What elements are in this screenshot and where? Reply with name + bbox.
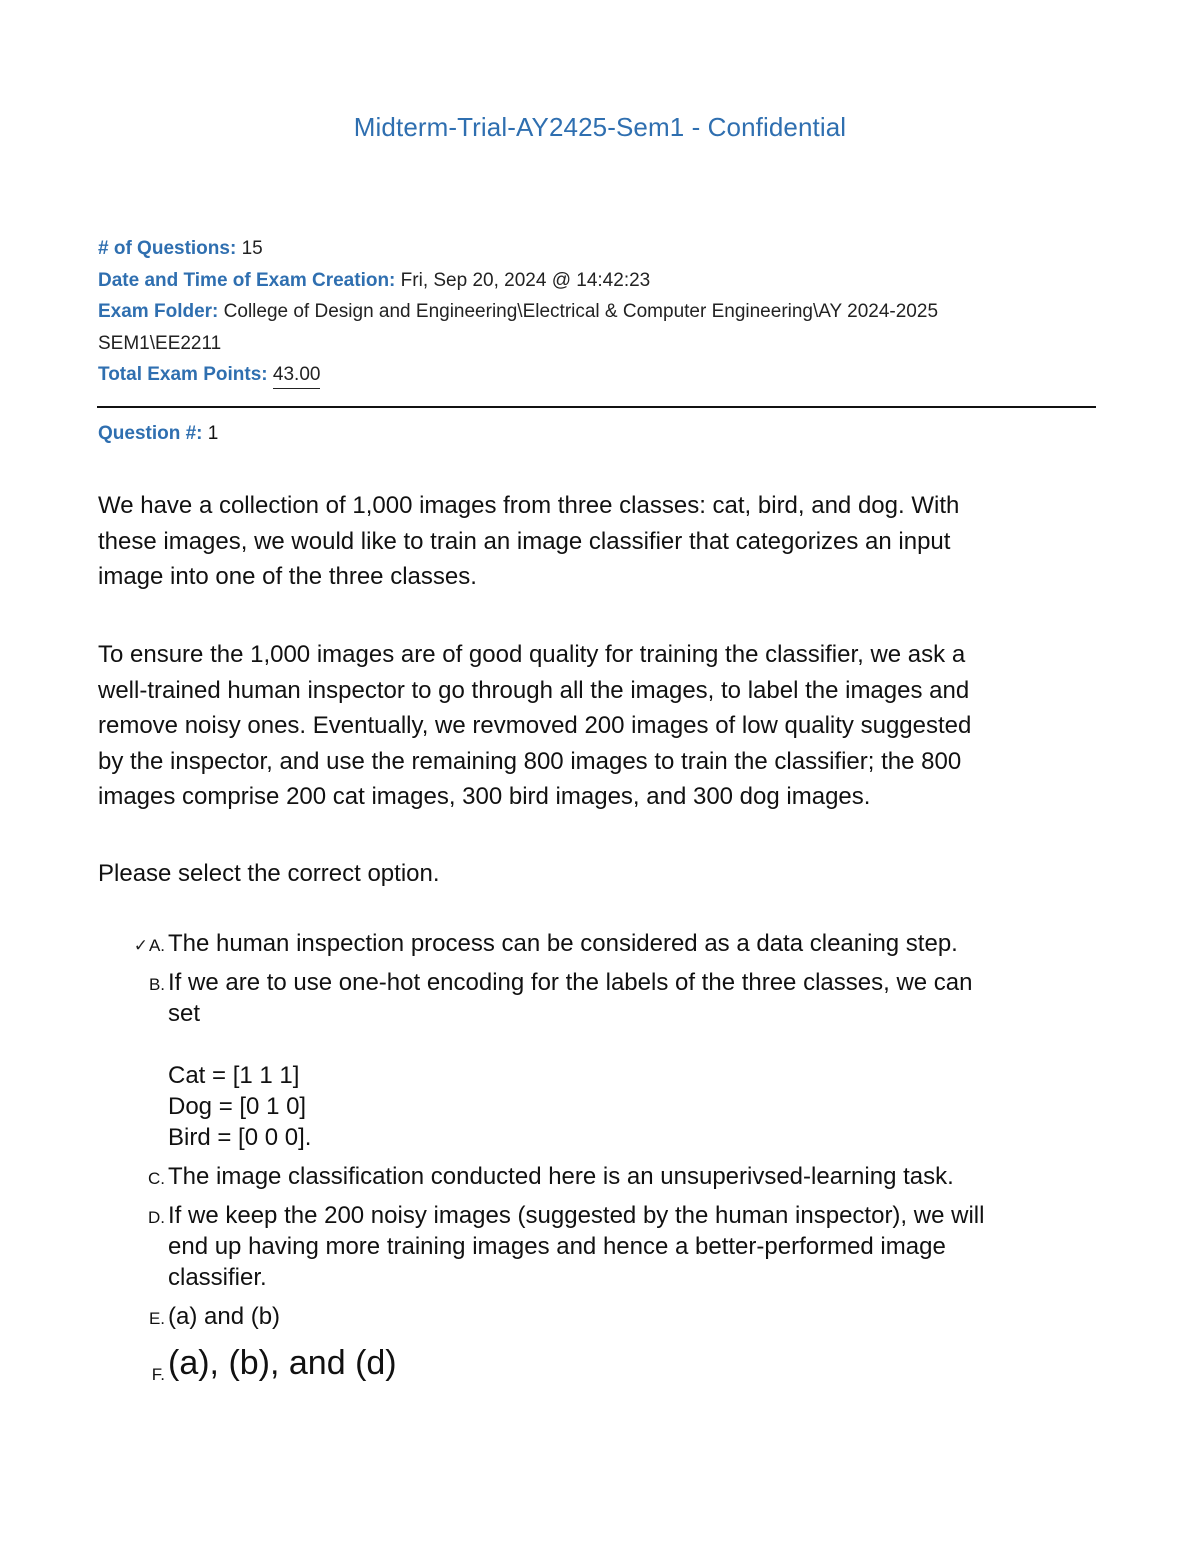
folder-value-line1: College of Design and Engineering\Electrical & Computer Engineering\AY 2024-2025 [223, 301, 939, 322]
para1-line: We have a collection of 1,000 images from three classes: cat, bird, and dog. With [98, 492, 960, 519]
option-a-text: The human inspection process can be considered as a data cleaning step. [168, 930, 958, 957]
option-d-letter: D. [148, 1208, 165, 1227]
option-b-line: Dog = [0 1 0] [168, 1093, 307, 1120]
option-d-line: end up having more training images and hence a better-performed image [168, 1233, 946, 1260]
section-divider [97, 406, 1096, 408]
option-f-letter: F. [151, 1365, 165, 1384]
question-paragraph-1 [98, 488, 1108, 595]
created-label: Date and Time of Exam Creation: [98, 269, 396, 291]
created-value: Fri, Sep 20, 2024 @ 14:42:23 [400, 269, 651, 291]
option-f-text: (a), (b), and (d) [168, 1344, 397, 1382]
question-number-label: Question #: [98, 423, 203, 444]
para2-line: remove noisy ones. Eventually, we revmoved 200 images of low quality suggested [98, 712, 972, 739]
option-d-line: classifier. [168, 1264, 267, 1291]
para2-line: well-trained human inspector to go through all the images, to label the images and [98, 676, 970, 704]
option-b-letter: B. [148, 975, 165, 994]
option-a-letter: ✓A. [133, 936, 165, 955]
option-b [110, 967, 1110, 1153]
option-b-line: Bird = [0 0 0]. [168, 1124, 312, 1151]
option-c-letter: C. [148, 1169, 165, 1188]
exam-title: Midterm-Trial-AY2425-Sem1 - Confidential [353, 112, 847, 142]
question-number-value: 1 [207, 423, 219, 444]
meta-folder-row [98, 296, 1098, 359]
option-a [110, 928, 1110, 959]
points-value: 43.00 [273, 364, 321, 389]
option-f [110, 1342, 1110, 1384]
para2-line: To ensure the 1,000 images are of good quality for training the classifier, we ask a [98, 641, 966, 668]
questions-value: 15 [241, 238, 263, 259]
option-c [110, 1161, 1110, 1192]
option-b-line: Cat = [1 1 1] [168, 1062, 300, 1089]
option-e-letter: E. [148, 1309, 165, 1328]
folder-value-line2: SEM1\EE2211 [98, 332, 222, 354]
questions-label: # of Questions: [98, 238, 237, 259]
para2-line: by the inspector, and use the remaining 800 images to train the classifier; the 800 [98, 747, 962, 775]
folder-label: Exam Folder: [98, 301, 219, 322]
option-b-line: set [168, 1000, 201, 1027]
meta-points-row [98, 359, 1098, 391]
option-d-line: If we keep the 200 noisy images (suggested by the human inspector), we will [168, 1202, 985, 1229]
para1-line: these images, we would like to train an image classifier that categorizes an input [98, 527, 951, 555]
para2-line: images comprise 200 cat images, 300 bird images, and 300 dog images. [98, 783, 871, 810]
option-d [110, 1200, 1110, 1293]
meta-created-row [98, 265, 1098, 297]
answer-options [110, 928, 1110, 1384]
question-paragraph-2 [98, 637, 1108, 815]
option-c-text: The image classification conducted here is an unsuperivsed-learning task. [168, 1163, 954, 1190]
option-e-text: (a) and (b) [168, 1303, 281, 1330]
points-label: Total Exam Points: [98, 364, 268, 385]
option-b-line: If we are to use one-hot encoding for the labels of the three classes, we can [168, 969, 973, 996]
question-number [98, 423, 218, 445]
meta-questions-row [98, 233, 1098, 265]
question-prompt: Please select the correct option. [98, 860, 440, 887]
option-e [110, 1301, 1110, 1332]
exam-metadata [98, 233, 1098, 391]
para1-line: image into one of the three classes. [98, 563, 477, 590]
correct-check-icon: ✓ [133, 936, 148, 955]
